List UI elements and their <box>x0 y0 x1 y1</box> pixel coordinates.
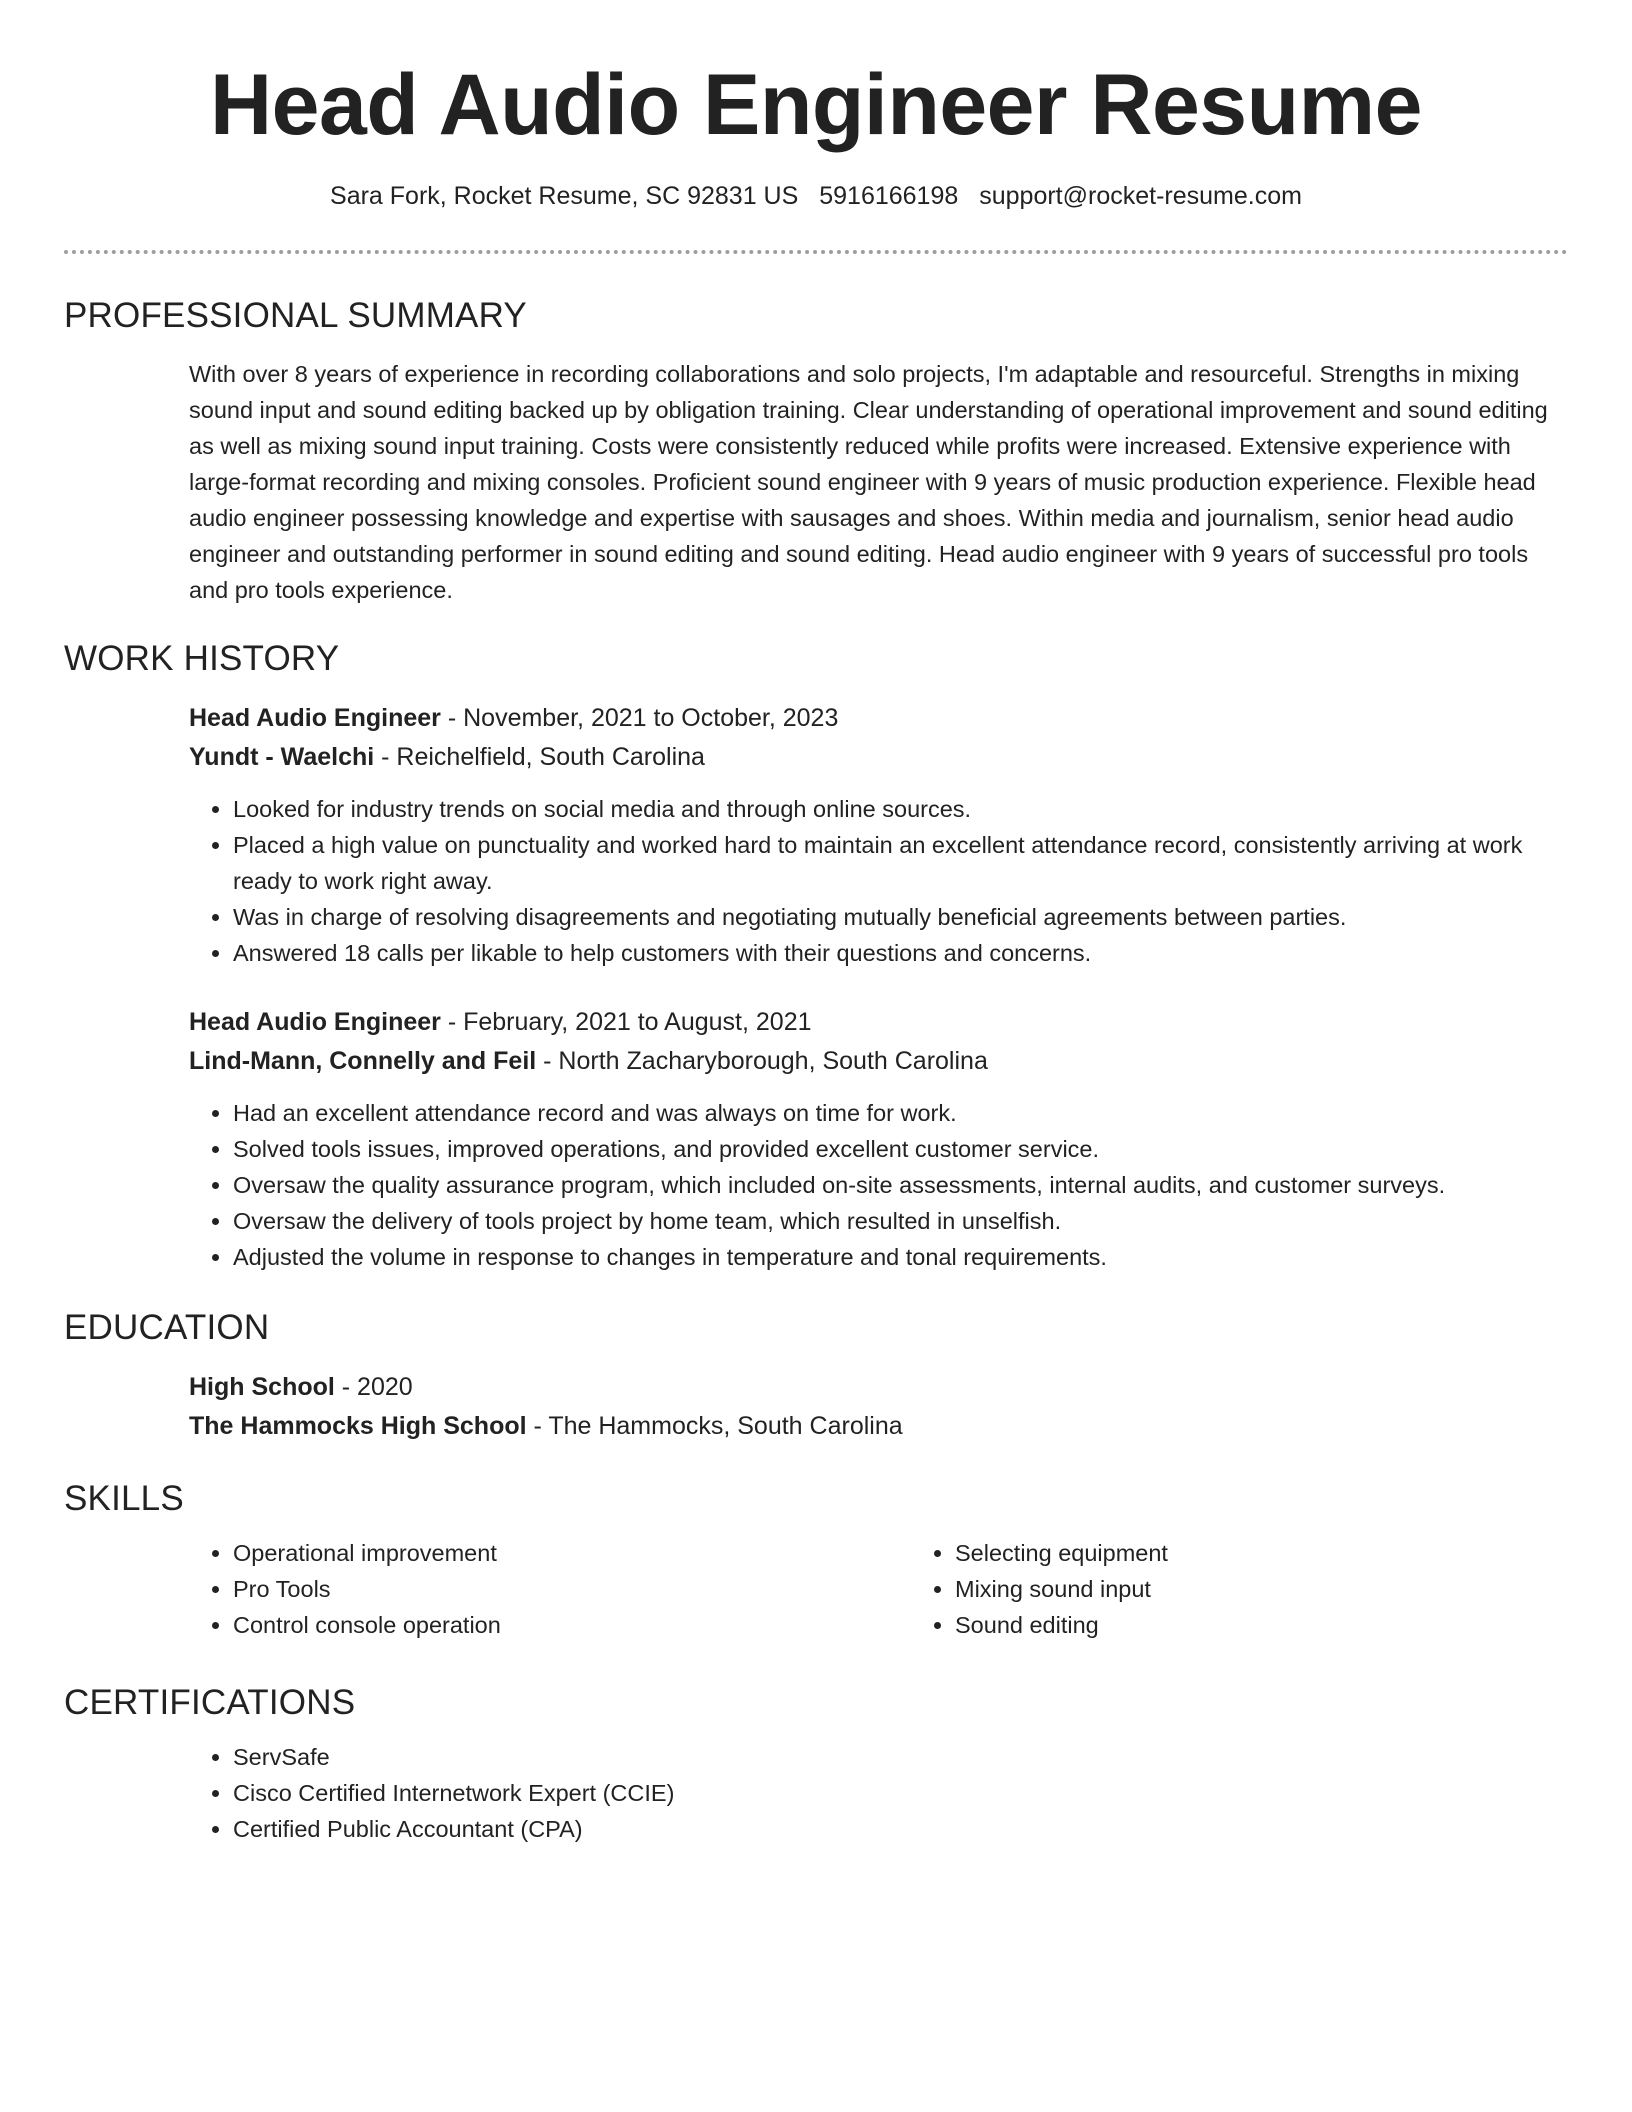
resume-title: Head Audio Engineer Resume <box>210 57 1422 153</box>
job-location: - North Zacharyborough, South Carolina <box>536 1047 988 1075</box>
education-school-line <box>189 1407 1568 1446</box>
job-bullets <box>189 791 1568 971</box>
job-entry <box>189 1003 1568 1275</box>
skills-column-right <box>911 1535 1168 1643</box>
skills-section <box>64 1477 1568 1643</box>
job-bullet: • Answered 18 calls per likable to help customers with their questions and concerns. <box>233 935 1568 971</box>
job-location: - Reichelfield, South Carolina <box>374 743 705 771</box>
skill-item: • Mixing sound input <box>955 1571 1168 1607</box>
job-company: Yundt - Waelchi <box>189 743 375 771</box>
education-degree-line <box>189 1368 1568 1407</box>
summary-text: With over 8 years of experience in recording collaborations and solo projects, I'm adaptable and resourceful. Strengths in mixing sound input and sound editing backed up by obligation training. Clear understanding of operational improvement and sound editing as well as mixing sound input training. Costs were consistently reduced while profits were increased. Extensive experience with large-format recording and mixing consoles. Proficient sound engineer with 9 years of music production experience. Flexible head audio engineer possessing knowledge and expertise with sausages and shoes. Within media and journalism, senior head audio engineer and outstanding performer in sound editing and sound editing. Head audio engineer with 9 years of successful pro tools and pro tools experience. <box>189 361 1548 603</box>
work-heading: WORK HISTORY <box>64 639 340 678</box>
skill-item: • Sound editing <box>955 1607 1168 1643</box>
certification-item: • Cisco Certified Internetwork Expert (CCIE) <box>233 1775 1568 1811</box>
job-company: Lind-Mann, Connelly and Feil <box>189 1047 537 1075</box>
certifications-list-wrap <box>189 1739 1568 1847</box>
work-section <box>64 637 1568 1275</box>
job-dates: - February, 2021 to August, 2021 <box>440 1008 812 1036</box>
skills-column-left <box>189 1535 911 1643</box>
certifications-heading: CERTIFICATIONS <box>64 1683 356 1722</box>
skill-item: • Operational improvement <box>233 1535 911 1571</box>
skills-grid <box>189 1535 1568 1643</box>
job-bullet: • Oversaw the delivery of tools project by home team, which resulted in unselfish. <box>233 1203 1568 1239</box>
summary-section <box>64 294 1568 608</box>
certification-item: • Certified Public Accountant (CPA) <box>233 1811 1568 1847</box>
skill-item: • Selecting equipment <box>955 1535 1168 1571</box>
education-entry <box>189 1368 1568 1446</box>
job-entry <box>189 699 1568 971</box>
summary-heading: PROFESSIONAL SUMMARY <box>64 296 527 335</box>
education-degree: High School <box>189 1373 335 1401</box>
job-company-line <box>189 738 1568 777</box>
job-title-line <box>189 1003 1568 1042</box>
job-bullet: • Had an excellent attendance record and was always on time for work. <box>233 1095 1568 1131</box>
job-company-line <box>189 1042 1568 1081</box>
job-bullet: • Looked for industry trends on social media and through online sources. <box>233 791 1568 827</box>
contact-phone: 5916166198 <box>819 182 959 210</box>
certification-item: • ServSafe <box>233 1739 1568 1775</box>
job-bullet: • Was in charge of resolving disagreements and negotiating mutually beneficial agreements between parties. <box>233 899 1568 935</box>
job-bullet: • Oversaw the quality assurance program, which included on-site assessments, internal audits, and customer surveys. <box>233 1167 1568 1203</box>
education-year: - 2020 <box>334 1373 413 1401</box>
contact-address: Sara Fork, Rocket Resume, SC 92831 US <box>330 182 799 210</box>
header-divider <box>64 250 1568 254</box>
job-bullet: • Solved tools issues, improved operations, and provided excellent customer service. <box>233 1131 1568 1167</box>
contact-line <box>0 180 1632 212</box>
job-title: Head Audio Engineer <box>189 704 441 732</box>
education-heading: EDUCATION <box>64 1308 270 1347</box>
job-bullet: • Adjusted the volume in response to changes in temperature and tonal requirements. <box>233 1239 1568 1275</box>
job-bullets <box>189 1095 1568 1275</box>
contact-email: support@rocket-resume.com <box>979 182 1302 210</box>
job-title-line <box>189 699 1568 738</box>
education-location: - The Hammocks, South Carolina <box>526 1412 903 1440</box>
job-title: Head Audio Engineer <box>189 1008 441 1036</box>
skills-heading: SKILLS <box>64 1479 184 1518</box>
skill-item: • Pro Tools <box>233 1571 911 1607</box>
job-bullet: • Placed a high value on punctuality and worked hard to maintain an excellent attendance record, consistently arriving at work ready to work right away. <box>233 827 1568 899</box>
education-school: The Hammocks High School <box>189 1412 527 1440</box>
job-dates: - November, 2021 to October, 2023 <box>440 704 839 732</box>
skill-item: • Control console operation <box>233 1607 911 1643</box>
certifications-section <box>64 1681 1568 1847</box>
certifications-list <box>189 1739 1568 1847</box>
education-section <box>64 1306 1568 1446</box>
